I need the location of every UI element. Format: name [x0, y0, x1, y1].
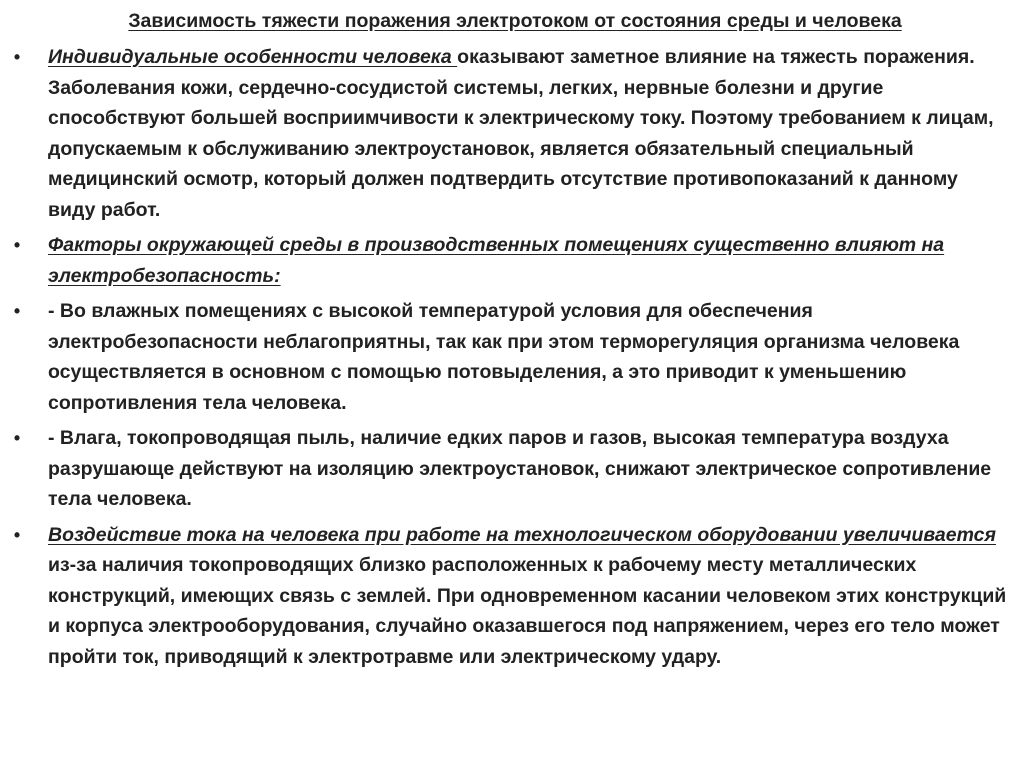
bullet-icon: •	[13, 428, 21, 448]
item-emphasis: Индивидуальные особенности человека	[48, 46, 458, 68]
bullet-item-environment-factors	[10, 230, 1008, 291]
item-text: - Во влажных помещениях с высокой температурой условия для обеспечения электробезопасности неблагоприятны, так как при этом терморегуляция организма человека осуществляется в основном с помощью потовыделения, а это приводит к уменьшению сопротивления тела человека.	[48, 300, 960, 414]
bullet-item-individual-traits	[10, 42, 1008, 225]
bullet-icon: •	[13, 524, 21, 545]
bullet-icon: •	[13, 47, 21, 67]
bullet-icon: •	[13, 301, 21, 321]
bullet-item-moisture-dust	[10, 423, 1008, 515]
bullet-list	[10, 42, 1008, 672]
bullet-icon: •	[13, 235, 21, 255]
bullet-item-equipment-current	[10, 520, 1008, 673]
item-text: оказывают заметное влияние на тяжесть поражения. Заболевания кожи, сердечно-сосудистой системы, легких, нервные болезни и другие способствуют большей восприимчивости к электрическому току. Поэтому требованием к лицам, допускаемым к обслуживанию электроустановок, является обязательный специальный медицинский осмотр, который должен подтвердить отсутствие противопоказаний к данному виду работ.	[48, 46, 994, 221]
item-text: из-за наличия токопроводящих близко расположенных к рабочему месту металлических конструкций, имеющих связь с землей. При одновременном касании человеком этих конструкций и корпуса электрооборудования, случайно оказавшегося под напряжением, через его тело может пройти ток, приводящий к электротравме или электрическому удару.	[48, 554, 1007, 668]
item-emphasis: Воздействие тока на человека при работе на технологическом оборудовании увеличивается	[48, 523, 996, 546]
slide-title: Зависимость тяжести поражения электротоком от состояния среды и человека	[128, 10, 902, 32]
item-text: - Влага, токопроводящая пыль, наличие едких паров и газов, высокая температура воздуха разрушающе действуют на изоляцию электроустановок, снижают электрическое сопротивление тела человека.	[48, 427, 992, 510]
item-emphasis: Факторы окружающей среды в производственных помещениях существенно влияют на электробезопасность:	[48, 234, 945, 287]
bullet-item-humid-rooms	[10, 296, 1008, 418]
